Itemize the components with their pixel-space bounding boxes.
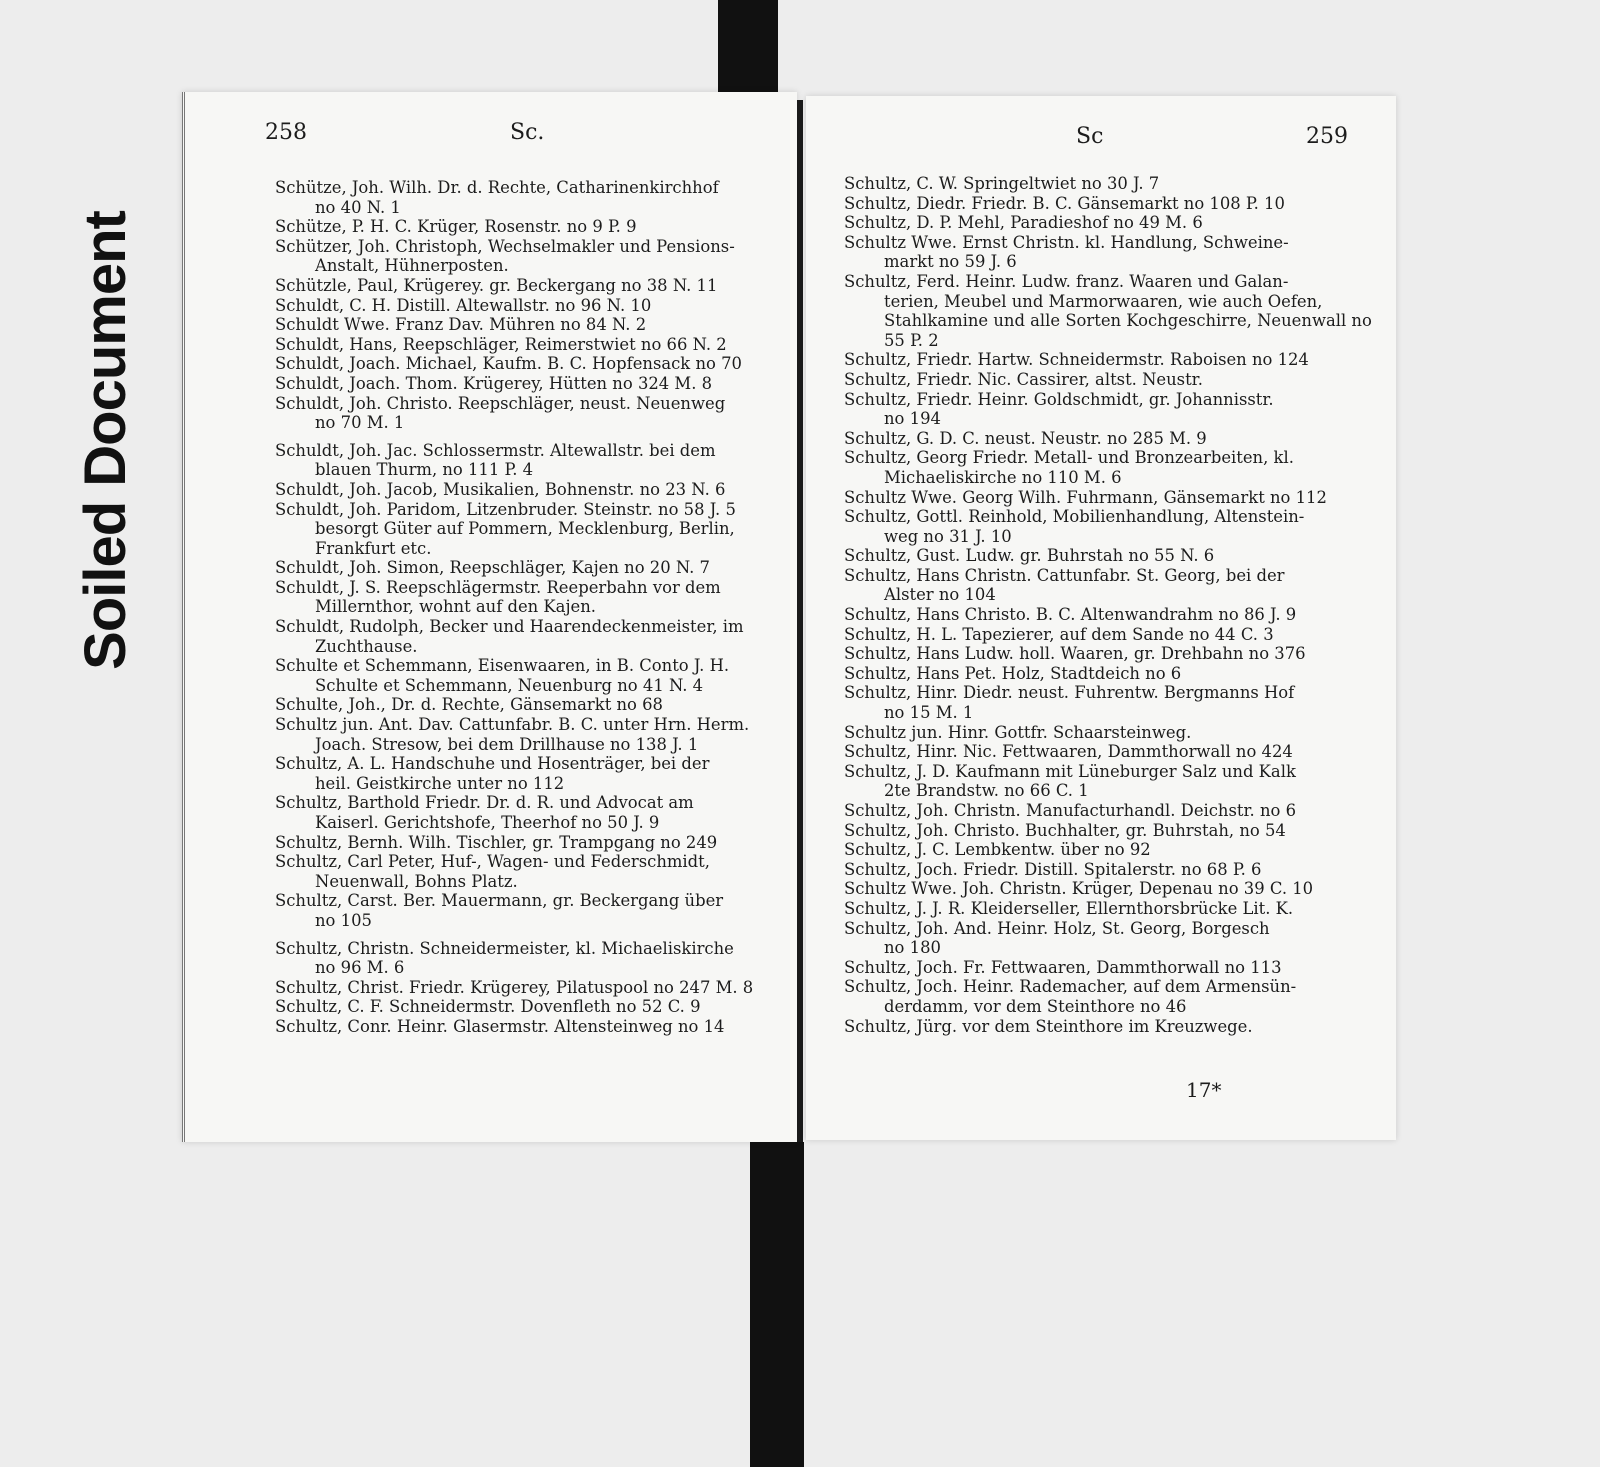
entry-continuation: terien, Meubel und Marmorwaaren, wie auch Oefen, Stahlkamine und alle Sorten Kochgeschirre, Neuenwall no 55 P. 2 bbox=[884, 291, 1372, 350]
entry-continuation: Schulte et Schemmann, Neuenburg no 41 N. 4 bbox=[315, 675, 704, 695]
directory-entry bbox=[275, 500, 775, 559]
directory-entry bbox=[275, 833, 775, 853]
directory-entry bbox=[844, 174, 1374, 194]
entry-continuation: 2te Brandstw. no 66 C. 1 bbox=[884, 781, 1089, 801]
right-entry-list bbox=[844, 174, 1374, 1036]
entry-main-line: Schultz, H. L. Tapezierer, auf dem Sande no 44 C. 3 bbox=[844, 624, 1274, 644]
entry-main-line: Schultz, Joch. Fr. Fettwaaren, Dammthorwall no 113 bbox=[844, 957, 1282, 977]
directory-entry bbox=[844, 625, 1374, 645]
entry-continuation: Zuchthause. bbox=[315, 636, 418, 656]
entry-main-line: Schützle, Paul, Krügerey. gr. Beckergang no 38 N. 11 bbox=[275, 275, 718, 295]
directory-entry bbox=[844, 1017, 1374, 1037]
entry-main-line: Schultz, Carst. Ber. Mauermann, gr. Beckergang über bbox=[275, 891, 724, 911]
directory-entry bbox=[844, 801, 1374, 821]
entry-main-line: Schultz, Joh. Christn. Manufacturhandl. Deichstr. no 6 bbox=[844, 801, 1297, 820]
entry-continuation: Neuenwall, Bohns Platz. bbox=[315, 871, 518, 891]
left-page bbox=[182, 92, 797, 1142]
entry-main-line: Schütze, Joh. Wilh. Dr. d. Rechte, Catharinenkirchhof bbox=[275, 178, 719, 197]
directory-entry bbox=[844, 448, 1374, 487]
directory-entry bbox=[275, 656, 775, 695]
directory-entry bbox=[275, 178, 775, 217]
directory-entry bbox=[844, 683, 1374, 722]
entry-main-line: Schultz, Joh. Christo. Buchhalter, gr. Buhrstah, no 54 bbox=[844, 820, 1286, 840]
directory-entry bbox=[275, 852, 775, 891]
entry-main-line: Schütze, P. H. C. Krüger, Rosenstr. no 9 P. 9 bbox=[275, 217, 637, 237]
entry-continuation: Michaeliskirche no 110 M. 6 bbox=[884, 467, 1122, 487]
directory-entry bbox=[844, 644, 1374, 664]
entry-main-line: Schuldt, Joach. Thom. Krügerey, Hütten no 324 M. 8 bbox=[275, 373, 713, 393]
entry-main-line: Schultz, G. D. C. neust. Neustr. no 285 M. 9 bbox=[844, 428, 1207, 448]
entry-main-line: Schuldt, J. S. Reepschlägermstr. Reeperbahn vor dem bbox=[275, 577, 721, 597]
entry-continuation: no 70 M. 1 bbox=[315, 413, 405, 433]
entry-main-line: Schultz, Bernh. Wilh. Tischler, gr. Trampgang no 249 bbox=[275, 832, 718, 852]
entry-main-line: Schultz, Hans Christo. B. C. Altenwandrahm no 86 J. 9 bbox=[844, 605, 1297, 625]
entry-main-line: Schuldt, Rudolph, Becker und Haarendeckenmeister, im bbox=[275, 617, 744, 637]
entry-main-line: Schuldt, Hans, Reepschläger, Reimerstwiet no 66 N. 2 bbox=[275, 334, 727, 354]
directory-entry bbox=[275, 394, 775, 433]
entry-main-line: Schuldt, Joh. Paridom, Litzenbruder. Steinstr. no 58 J. 5 bbox=[275, 499, 736, 519]
directory-entry bbox=[275, 695, 775, 715]
directory-entry bbox=[844, 233, 1374, 272]
left-page-number: 258 bbox=[265, 120, 307, 145]
entry-main-line: Schulte et Schemmann, Eisenwaaren, in B. Conto J. H. bbox=[275, 656, 730, 676]
entry-main-line: Schultz, Friedr. Hartw. Schneidermstr. Raboisen no 124 bbox=[844, 350, 1309, 370]
directory-entry bbox=[844, 977, 1374, 1016]
directory-entry bbox=[275, 315, 775, 335]
entry-main-line: Schultz, C. W. Springeltwiet no 30 J. 7 bbox=[844, 174, 1160, 193]
directory-entry bbox=[275, 754, 775, 793]
directory-entry bbox=[275, 578, 775, 617]
directory-entry bbox=[844, 429, 1374, 449]
entry-main-line: Schuldt, Joh. Jac. Schlossermstr. Altewallstr. bei dem bbox=[275, 440, 716, 460]
directory-entry bbox=[275, 939, 775, 978]
directory-entry bbox=[844, 390, 1374, 429]
entry-main-line: Schultz, D. P. Mehl, Paradieshof no 49 M. 6 bbox=[844, 213, 1203, 233]
entry-main-line: Schultz, Joch. Heinr. Rademacher, auf dem Armensün- bbox=[844, 977, 1297, 997]
directory-entry bbox=[275, 997, 775, 1017]
directory-entry bbox=[275, 617, 775, 656]
entry-main-line: Schultz, Friedr. Heinr. Goldschmidt, gr. Johannisstr. bbox=[844, 389, 1274, 409]
entry-main-line: Schultz, Hans Ludw. holl. Waaren, gr. Drehbahn no 376 bbox=[844, 644, 1306, 664]
left-page-section: Sc. bbox=[510, 120, 545, 145]
entry-main-line: Schultz, Jürg. vor dem Steinthore im Kreuzwege. bbox=[844, 1016, 1253, 1036]
directory-entry bbox=[844, 860, 1374, 880]
entry-continuation: no 15 M. 1 bbox=[884, 703, 974, 723]
directory-entry bbox=[844, 350, 1374, 370]
entry-continuation: Kaiserl. Gerichtshofe, Theerhof no 50 J. 9 bbox=[315, 813, 660, 832]
left-page-header bbox=[185, 120, 797, 150]
entry-main-line: Schuldt, Joach. Michael, Kaufm. B. C. Hopfensack no 70 bbox=[275, 354, 742, 374]
directory-entry bbox=[844, 488, 1374, 508]
entry-continuation: no 96 M. 6 bbox=[315, 958, 405, 978]
entry-main-line: Schulte, Joh., Dr. d. Rechte, Gänsemarkt no 68 bbox=[275, 695, 663, 715]
entry-continuation: weg no 31 J. 10 bbox=[884, 526, 1012, 546]
entry-continuation: besorgt Güter auf Pommern, Mecklenburg, Berlin, Frankfurt etc. bbox=[315, 519, 735, 558]
directory-entry bbox=[844, 742, 1374, 762]
directory-entry bbox=[844, 879, 1374, 899]
directory-entry bbox=[275, 354, 775, 374]
entry-continuation: derdamm, vor dem Steinthore no 46 bbox=[884, 996, 1187, 1016]
entry-main-line: Schultz, Hans Pet. Holz, Stadtdeich no 6 bbox=[844, 663, 1182, 683]
entry-main-line: Schultz, Christn. Schneidermeister, kl. Michaeliskirche bbox=[275, 938, 734, 958]
entry-continuation: Alster no 104 bbox=[884, 585, 996, 605]
entry-main-line: Schuldt, C. H. Distill. Altewallstr. no 96 N. 10 bbox=[275, 295, 652, 315]
entry-main-line: Schultz, Hinr. Nic. Fettwaaren, Dammthorwall no 424 bbox=[844, 742, 1293, 762]
entry-main-line: Schuldt, Joh. Jacob, Musikalien, Bohnenstr. no 23 N. 6 bbox=[275, 479, 726, 499]
directory-entry bbox=[844, 762, 1374, 801]
directory-entry bbox=[844, 899, 1374, 919]
entry-continuation: no 180 bbox=[884, 938, 941, 958]
directory-entry bbox=[844, 840, 1374, 860]
directory-entry bbox=[275, 1017, 775, 1037]
directory-entry bbox=[275, 237, 775, 276]
directory-entry bbox=[275, 335, 775, 355]
entry-main-line: Schultz, Christ. Friedr. Krügerey, Pilatuspool no 247 M. 8 bbox=[275, 977, 754, 997]
directory-entry bbox=[275, 793, 775, 832]
directory-entry bbox=[275, 276, 775, 296]
stamp-label: Soiled Document bbox=[72, 210, 138, 670]
entry-continuation: no 40 N. 1 bbox=[315, 197, 401, 217]
entry-main-line: Schützer, Joh. Christoph, Wechselmakler und Pensions- bbox=[275, 236, 735, 256]
entry-main-line: Schultz, Georg Friedr. Metall- und Bronzearbeiten, kl. bbox=[844, 448, 1294, 468]
entry-main-line: Schultz, Diedr. Friedr. B. C. Gänsemarkt no 108 P. 10 bbox=[844, 193, 1285, 213]
directory-entry bbox=[275, 296, 775, 316]
entry-main-line: Schultz jun. Ant. Dav. Cattunfabr. B. C. unter Hrn. Herm. bbox=[275, 715, 750, 735]
entry-continuation: Millernthor, wohnt auf den Kajen. bbox=[315, 597, 597, 617]
directory-entry bbox=[275, 441, 775, 480]
entry-main-line: Schuldt Wwe. Franz Dav. Mühren no 84 N. 2 bbox=[275, 315, 647, 335]
right-page-section: Sc bbox=[1076, 124, 1104, 149]
entry-main-line: Schultz Wwe. Ernst Christn. kl. Handlung, Schweine- bbox=[844, 232, 1289, 252]
right-page-number: 259 bbox=[1306, 124, 1348, 149]
entry-main-line: Schultz, J. C. Lembkentw. über no 92 bbox=[844, 840, 1151, 860]
entry-main-line: Schultz Wwe. Georg Wilh. Fuhrmann, Gänsemarkt no 112 bbox=[844, 487, 1327, 507]
entry-main-line: Schuldt, Joh. Simon, Reepschläger, Kajen no 20 N. 7 bbox=[275, 558, 710, 578]
right-page-header bbox=[806, 124, 1396, 154]
directory-entry bbox=[844, 370, 1374, 390]
left-entry-list bbox=[275, 178, 775, 1037]
entry-main-line: Schultz, Ferd. Heinr. Ludw. franz. Waaren und Galan- bbox=[844, 271, 1289, 291]
entry-main-line: Schultz, Hinr. Diedr. neust. Fuhrentw. Bergmanns Hof bbox=[844, 683, 1295, 703]
entry-main-line: Schultz, Gottl. Reinhold, Mobilienhandlung, Altenstein- bbox=[844, 507, 1305, 527]
entry-main-line: Schultz, Joh. And. Heinr. Holz, St. Georg, Borgesch bbox=[844, 918, 1270, 938]
entry-continuation: markt no 59 J. 6 bbox=[884, 252, 1017, 272]
directory-entry bbox=[844, 194, 1374, 214]
directory-entry bbox=[275, 558, 775, 578]
directory-entry bbox=[275, 978, 775, 998]
directory-entry bbox=[844, 272, 1374, 350]
binding-strip-top bbox=[718, 0, 778, 100]
page-gutter bbox=[797, 100, 803, 1142]
directory-entry bbox=[275, 374, 775, 394]
entry-main-line: Schultz, C. F. Schneidermstr. Dovenfleth no 52 C. 9 bbox=[275, 997, 701, 1017]
entry-continuation: Anstalt, Hühnerposten. bbox=[315, 256, 509, 276]
entry-main-line: Schultz, J. D. Kaufmann mit Lüneburger Salz und Kalk bbox=[844, 761, 1296, 781]
entry-main-line: Schultz, Joch. Friedr. Distill. Spitalerstr. no 68 P. 6 bbox=[844, 859, 1262, 879]
entry-continuation: no 194 bbox=[884, 409, 941, 429]
directory-entry bbox=[275, 891, 775, 930]
directory-entry bbox=[844, 605, 1374, 625]
directory-entry bbox=[844, 546, 1374, 566]
entry-main-line: Schultz, Hans Christn. Cattunfabr. St. Georg, bei der bbox=[844, 565, 1285, 585]
right-page bbox=[806, 96, 1396, 1140]
entry-main-line: Schultz, A. L. Handschuhe und Hosenträger, bei der bbox=[275, 754, 710, 774]
entry-continuation: no 105 bbox=[315, 910, 372, 930]
entry-main-line: Schultz, Carl Peter, Huf-, Wagen- und Federschmidt, bbox=[275, 852, 710, 872]
directory-entry bbox=[844, 664, 1374, 684]
directory-entry bbox=[844, 919, 1374, 958]
directory-entry bbox=[844, 566, 1374, 605]
directory-entry bbox=[844, 958, 1374, 978]
soiled-document-stamp bbox=[60, 185, 150, 695]
signature-mark: 17* bbox=[1186, 1078, 1222, 1102]
entry-continuation: Joach. Stresow, bei dem Drillhause no 138 J. 1 bbox=[315, 734, 699, 754]
entry-main-line: Schuldt, Joh. Christo. Reepschläger, neust. Neuenweg bbox=[275, 393, 726, 413]
directory-entry bbox=[844, 213, 1374, 233]
entry-main-line: Schultz, Conr. Heinr. Glasermstr. Altensteinweg no 14 bbox=[275, 1016, 725, 1036]
directory-entry bbox=[844, 507, 1374, 546]
directory-entry bbox=[844, 723, 1374, 743]
directory-entry bbox=[275, 480, 775, 500]
entry-main-line: Schultz Wwe. Joh. Christn. Krüger, Depenau no 39 C. 10 bbox=[844, 879, 1314, 899]
binding-strip-bottom bbox=[750, 1142, 804, 1467]
entry-main-line: Schultz, Friedr. Nic. Cassirer, altst. Neustr. bbox=[844, 369, 1203, 389]
directory-entry bbox=[275, 715, 775, 754]
entry-continuation: heil. Geistkirche unter no 112 bbox=[315, 773, 565, 793]
directory-entry bbox=[275, 217, 775, 237]
entry-main-line: Schultz jun. Hinr. Gottfr. Schaarsteinweg. bbox=[844, 722, 1192, 742]
entry-continuation: blauen Thurm, no 111 P. 4 bbox=[315, 460, 534, 480]
entry-main-line: Schultz, Gust. Ludw. gr. Buhrstah no 55 N. 6 bbox=[844, 546, 1215, 566]
entry-main-line: Schultz, Barthold Friedr. Dr. d. R. und Advocat am bbox=[275, 793, 694, 813]
directory-entry bbox=[844, 821, 1374, 841]
entry-main-line: Schultz, J. J. R. Kleiderseller, Ellernthorsbrücke Lit. K. bbox=[844, 898, 1294, 918]
